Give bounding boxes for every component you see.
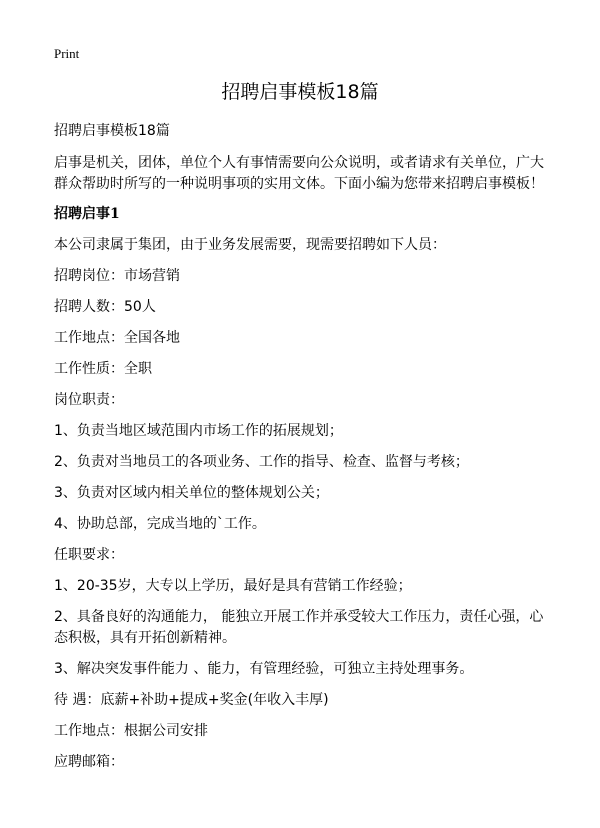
subtitle-paragraph: 招聘启事模板18篇	[54, 123, 170, 139]
salary-line: 待 遇：底薪+补助+提成+奖金(年收入丰厚)	[54, 692, 329, 708]
duty-item: 3、负责对区域内相关单位的整体规划公关；	[54, 485, 329, 501]
print-label: Print	[54, 46, 80, 61]
requirement-item: 3、解决突发事件能力 、能力，有管理经验，可独立主持处理事务。	[54, 661, 474, 677]
position-line: 招聘岗位：市场营销	[54, 268, 180, 284]
requirement-item: 2、具备良好的沟通能力， 能独立开展工作并承受较大工作压力，责任心强，心态积极，具有开拓创新精神。	[54, 609, 544, 646]
work-location-line: 工作地点：根据公司安排	[54, 723, 208, 739]
duty-item: 1、负责当地区域范围内市场工作的拓展规划；	[54, 423, 343, 439]
requirement-item: 1、20-35岁，大专以上学历，最好是具有营销工作经验；	[54, 578, 412, 594]
location-line: 工作地点：全国各地	[54, 330, 180, 346]
document-body	[54, 121, 548, 773]
document-title: 招聘启事模板18篇	[221, 81, 379, 103]
duties-label: 岗位职责：	[54, 392, 124, 408]
email-line: 应聘邮箱：	[54, 754, 124, 770]
headcount-line: 招聘人数：50人	[54, 299, 156, 315]
company-intro: 本公司隶属于集团，由于业务发展需要，现需要招聘如下人员：	[54, 237, 446, 253]
duty-item: 2、负责对当地员工的各项业务、工作的指导、检查、监督与考核；	[54, 454, 469, 470]
duty-item: 4、协助总部，完成当地的`工作。	[54, 516, 266, 532]
job-type-line: 工作性质：全职	[54, 361, 152, 377]
section-heading: 招聘启事1	[54, 206, 120, 222]
intro-paragraph: 启事是机关，团体，单位个人有事情需要向公众说明，或者请求有关单位，广大群众帮助时所写的一种说明事项的实用文体。下面小编为您带来招聘启事模板！	[54, 155, 544, 192]
requirements-label: 任职要求：	[54, 547, 124, 563]
